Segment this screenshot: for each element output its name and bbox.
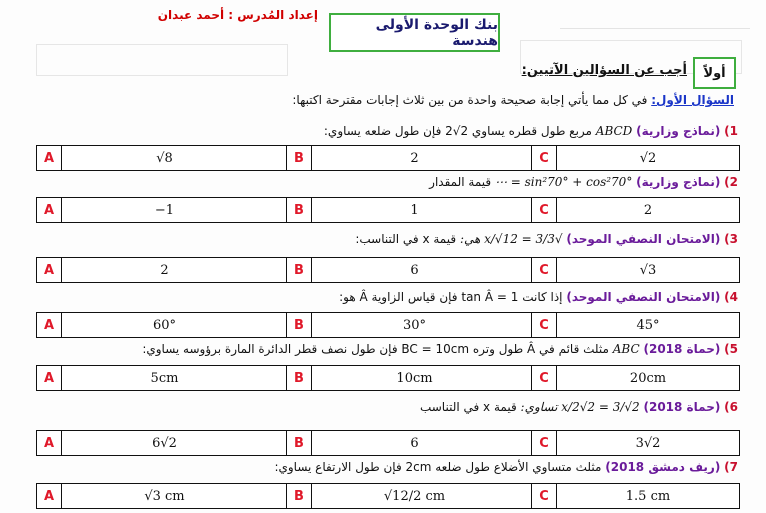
question-text: قيمة x في التناسب: — [355, 232, 457, 246]
option-letter-a: A — [37, 258, 62, 282]
option-value-a[interactable]: 5cm — [150, 370, 179, 386]
question-5 — [142, 342, 738, 356]
question-math: √3/3 = x/√12 هي: — [459, 232, 563, 246]
question-7 — [274, 460, 738, 474]
answer-row-6 — [36, 430, 740, 456]
option-letter-b: B — [287, 146, 312, 170]
question-label: السؤال الأول: — [651, 93, 734, 107]
cell-divider — [286, 366, 287, 390]
option-value-b[interactable]: 6 — [410, 262, 419, 278]
question-4 — [339, 290, 738, 304]
question-text: إذا كانت tan Â = 1 فإن قياس الزاوية Â هو: — [339, 290, 563, 304]
option-value-a[interactable]: 6√2 — [152, 435, 177, 451]
question-source: (الامتحان النصفي الموحد) — [566, 232, 721, 246]
cell-divider — [531, 366, 532, 390]
option-letter-a: A — [37, 146, 62, 170]
option-value-c[interactable]: 1.5 cm — [625, 488, 671, 504]
question-number: 2) — [724, 175, 738, 189]
option-letter-b: B — [287, 313, 312, 337]
question-intro — [190, 93, 734, 107]
section-box — [693, 57, 736, 89]
question-math: ABCD — [595, 124, 633, 138]
question-number: 1) — [724, 124, 738, 138]
option-letter-c: C — [532, 431, 557, 455]
question-math: ABC — [612, 342, 640, 356]
option-letter-a: A — [37, 366, 62, 390]
question-source: (حماة 2018) — [643, 400, 721, 414]
bleed-through-box — [36, 44, 288, 76]
question-source: (ريف دمشق 2018) — [605, 460, 721, 474]
page-title: بنك الوحدة الأولى هندسة — [375, 16, 498, 49]
answer-row-3 — [36, 257, 740, 283]
option-letter-b: B — [287, 431, 312, 455]
option-value-b[interactable]: 2 — [410, 150, 419, 166]
answer-row-1 — [36, 145, 740, 171]
question-text: قيمة x في التناسب — [419, 400, 517, 414]
question-6 — [420, 400, 738, 414]
option-value-c[interactable]: √2 — [639, 150, 657, 166]
section-label: أولاً — [703, 65, 726, 81]
option-value-a[interactable]: √3 cm — [144, 488, 185, 504]
question-number: 4) — [724, 290, 738, 304]
option-letter-c: C — [532, 313, 557, 337]
option-letter-c: C — [532, 484, 557, 508]
answer-row-2 — [36, 197, 740, 223]
option-letter-b: B — [287, 366, 312, 390]
option-letter-b: B — [287, 484, 312, 508]
cell-divider — [531, 431, 532, 455]
question-source: (حماة 2018) — [643, 342, 721, 356]
question-source: (الامتحان النصفي الموحد) — [566, 290, 721, 304]
option-letter-a: A — [37, 484, 62, 508]
answer-row-5 — [36, 365, 740, 391]
option-value-b[interactable]: 30° — [402, 317, 427, 333]
option-value-a[interactable]: 60° — [152, 317, 177, 333]
question-number: 7) — [724, 460, 738, 474]
option-letter-a: A — [37, 198, 62, 222]
option-value-a[interactable]: √8 — [156, 150, 173, 166]
option-letter-c: C — [532, 366, 557, 390]
option-value-c[interactable]: 3√2 — [635, 435, 661, 451]
option-value-c[interactable]: 20cm — [629, 370, 667, 386]
option-value-b[interactable]: 1 — [410, 202, 419, 218]
author-line: إعداد المُدرس : أحمد عبدان — [157, 8, 318, 22]
cell-divider — [286, 258, 287, 282]
option-value-c[interactable]: 45° — [636, 317, 660, 333]
cell-divider — [286, 146, 287, 170]
question-text: مثلث متساوي الأضلاع طول ضلعه 2cm فإن طول الارتفاع يساوي: — [274, 460, 602, 474]
cell-divider — [531, 198, 532, 222]
question-1 — [324, 124, 738, 138]
title-box — [329, 13, 500, 52]
answer-row-7 — [36, 483, 740, 509]
answer-row-4 — [36, 312, 740, 338]
option-letter-c: C — [532, 198, 557, 222]
option-letter-a: A — [37, 431, 62, 455]
option-letter-b: B — [287, 198, 312, 222]
question-text: قيمة المقدار — [429, 175, 492, 189]
option-value-a[interactable]: −1 — [154, 202, 175, 218]
question-number: 5) — [724, 342, 738, 356]
bleed-through-text — [560, 28, 750, 39]
question-source: (نماذج وزارية) — [636, 124, 721, 138]
option-letter-c: C — [532, 258, 557, 282]
option-letter-c: C — [532, 146, 557, 170]
cell-divider — [531, 146, 532, 170]
option-value-c[interactable]: √3 — [639, 262, 657, 278]
option-value-a[interactable]: 2 — [160, 262, 169, 278]
cell-divider — [286, 431, 287, 455]
cell-divider — [286, 198, 287, 222]
option-value-b[interactable]: 6 — [410, 435, 419, 451]
question-math: x/2√2 = 3/√2 تساوي: — [520, 400, 640, 414]
cell-divider — [286, 484, 287, 508]
option-value-c[interactable]: 2 — [643, 202, 653, 218]
question-number: 3) — [724, 232, 738, 246]
cell-divider — [286, 313, 287, 337]
question-text: مثلث قائم في Â طول وتره BC = 10cm فإن طول نصف قطر الدائرة المارة برؤوسه يساوي: — [142, 342, 609, 356]
option-letter-a: A — [37, 313, 62, 337]
cell-divider — [531, 313, 532, 337]
cell-divider — [531, 258, 532, 282]
question-intro-text: في كل مما يأتي إجابة صحيحة واحدة من بين ثلاث إجابات مقترحة اكتبها: — [292, 93, 648, 107]
option-letter-b: B — [287, 258, 312, 282]
question-math: sin²70° + cos²70° = ⋯ — [494, 175, 633, 189]
option-value-b[interactable]: 10cm — [396, 370, 433, 386]
cell-divider — [531, 484, 532, 508]
question-2 — [429, 175, 738, 189]
question-number: 6) — [724, 400, 738, 414]
question-3 — [355, 232, 738, 246]
question-source: (نماذج وزارية) — [636, 175, 721, 189]
option-value-b[interactable]: √12/2 cm — [383, 488, 446, 504]
instruction: أجب عن السؤالين الآتيين: — [521, 63, 687, 78]
question-text: مربع طول قطره يساوي 2√2 فإن طول ضلعه يساوي: — [323, 124, 592, 138]
